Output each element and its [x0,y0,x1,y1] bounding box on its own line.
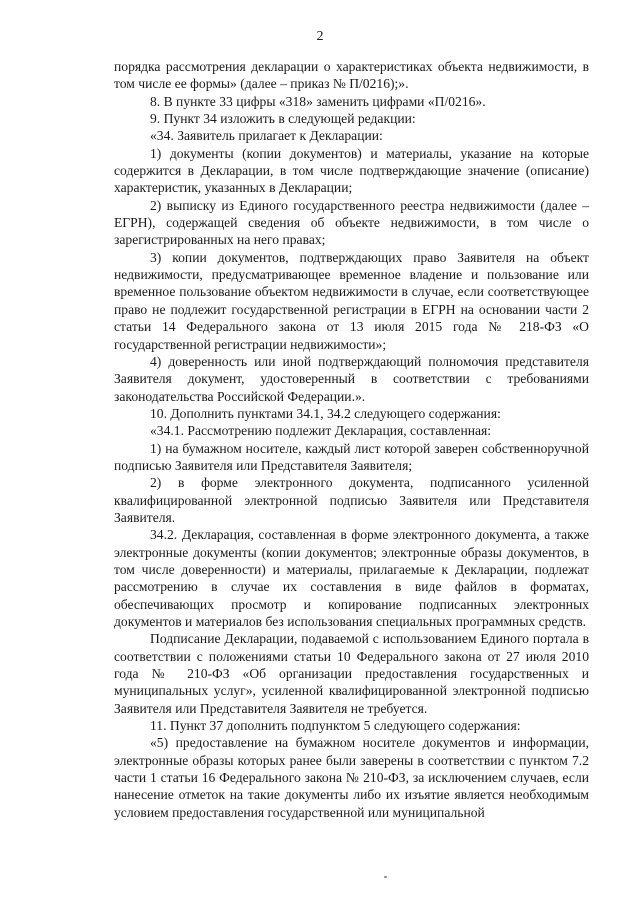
paragraph: «5) предоставление на бумажном носителе документов и информации, электронные образы которых ранее были заверены в соответствии с пунктом 7.2 части 1 статьи 16 Федерального закона № 210-ФЗ, за исключением случаев, если нанесение отметок на такие документы либо их изъятие является необходимым условием предоставления государственной или муниципальной [114,735,589,820]
paragraph: «34.1. Рассмотрению подлежит Декларация, составленная: [150,423,492,439]
paragraph: Подписание Декларации, подаваемой с использованием Единого портала в соответствии с положениями статьи 10 Федерального закона от 27 июля 2010 года № 210-ФЗ «Об организации предоставления государственных и муниципальных услуг», усиленной квалифицированной электронной подписью Заявителя или Представителя Заявителя не требуется. [114,631,589,716]
paragraph: 1) на бумажном носителе, каждый лист которой заверен собственноручной подписью Заявителя или Представителя Заявителя; [114,440,589,473]
paragraph: 11. Пункт 37 дополнить подпунктом 5 следующего содержания: [150,718,521,734]
paragraph: порядка рассмотрения декларации о характеристиках объекта недвижимости, в том числе ее формы» (далее – приказ № П/0216);». [114,59,589,92]
paragraph: 4) доверенность или иной подтверждающий полномочия представителя Заявителя документ, удостоверенный в соответствии с требованиями законодательства Российской Федерации.». [114,353,589,404]
paragraph: 10. Дополнить пунктами 34.1, 34.2 следующего содержания: [150,405,501,421]
scan-speck [384,876,387,878]
paragraph: 3) копии документов, подтверждающих право Заявителя на объект недвижимости, предусматривающее временное владение и пользование или временное пользование объектом недвижимости в случае, если соответствующее право не подлежит государственной регистрации в ЕГРН на основании части 2 статьи 14 Федерального закона от 13 июля 2015 года № 218-ФЗ «О государственной регистрации недвижимости»; [114,249,589,352]
paragraph: 2) выписку из Единого государственного реестра недвижимости (далее – ЕГРН), содержащей сведения об объекте недвижимости, в том числе о зарегистрированных на него правах; [114,197,589,248]
page-number: 2 [316,29,324,44]
paragraph: 1) документы (копии документов) и материалы, указание на которые содержится в Декларации, в том числе подтверждающие значение (описание) характеристик, указанных в Декларации; [114,145,589,196]
paragraph: 9. Пункт 34 изложить в следующей редакции: [150,111,416,127]
paragraph: 2) в форме электронного документа, подписанного усиленной квалифицированной электронной подписью Заявителя или Представителя Заявителя. [114,475,589,525]
document-body [114,58,589,821]
paragraph: 8. В пункте 33 цифры «318» заменить цифрами «П/0216». [150,93,486,109]
paragraph: «34. Заявитель прилагает к Декларации: [150,128,383,144]
paragraph: 34.2. Декларация, составленная в форме электронного документа, а также электронные документы (копии документов; электронные образы документов, в том числе доверенности) и материалы, прилагаемые к Декларации, подлежат рассмотрению в случае их составления в виде файлов в форматах, обеспечивающих просмотр и копирование подписанных электронных документов и материалов без использования специальных программных средств. [114,527,589,629]
